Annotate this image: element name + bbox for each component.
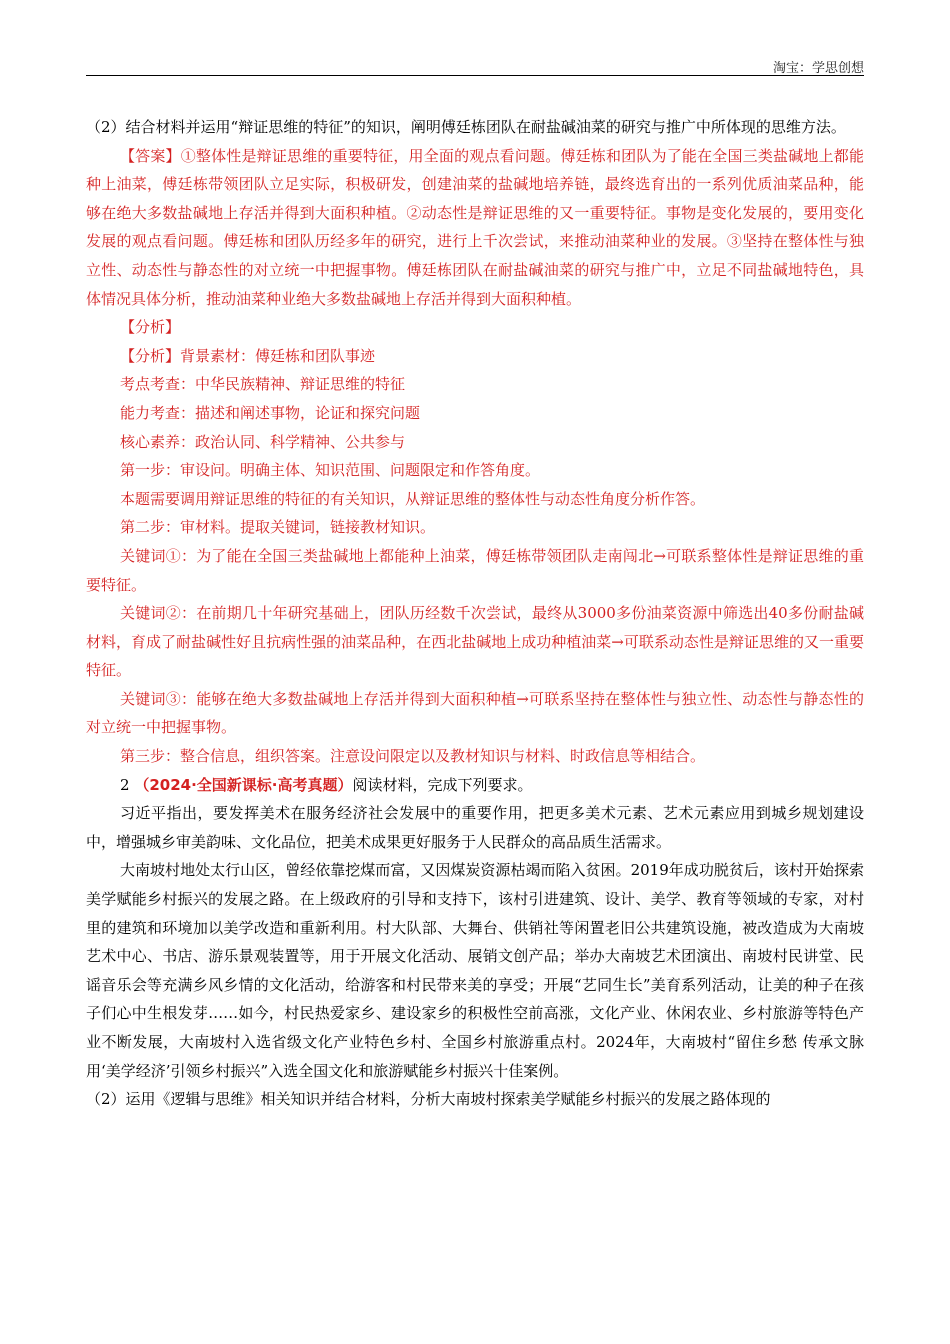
question-number: 2 [120, 775, 130, 794]
answer-block [86, 142, 864, 314]
analysis-step1: 第一步：审设问。明确主体、知识范围、问题限定和作答角度。 [120, 461, 541, 480]
answer-text: ①整体性是辩证思维的重要特征，用全面的观点看问题。傅廷栋和团队为了能在全国三类盐碱地上都能种上油菜，傅廷栋带领团队立足实际，积极研发，创建油菜的盐碱地培养链，最终选育出的一系列优质油菜品种，能够在绝大多数盐碱地上存活并得到大面积种植。②动态性是辩证思维的又一重要特征。事物是变化发展的，要用变化发展的观点看问题。傅廷栋和团队历经多年的研究，进行上千次尝试，来推动油菜种业的发展。③坚持在整体性与独立性、动态性与静态性的对立统一中把握事物。傅廷栋团队在耐盐碱油菜的研究与推广中，立足不同盐碱地特色，具体情况具体分析，推动油菜种业绝大多数盐碱地上存活并得到大面积种植。 [86, 146, 864, 308]
analysis-nengli: 能力考查：描述和阐述事物，论证和探究问题 [120, 403, 421, 422]
answer-label: 【答案】 [120, 146, 181, 165]
analysis-keyword-2: 关键词②：在前期几十年研究基础上，团队历经数千次尝试，最终从3000多份油菜资源中筛选出40多份耐盐碱材料，育成了耐盐碱性好且抗病性强的油菜品种，在西北盐碱地上成功种植油菜→可联系动态性是辩证思维的又一重要特征。 [86, 604, 864, 680]
page-header: 淘宝：学思创想 [772, 61, 864, 76]
question-2-header [86, 771, 864, 800]
material-paragraph-2: 大南坡村地处太行山区，曾经依靠挖煤而富，又因煤炭资源枯竭而陷入贫困。2019年成功脱贫后，该村开始探索美学赋能乡村振兴的发展之路。在上级政府的引导和支持下，该村引进建筑、设计、美学、教育等领域的专家，对村里的建筑和环境加以美学改造和重新利用。村大队部、大舞台、供销社等闲置老旧公共建筑设施，被改造成为大南坡艺术中心、书店、游乐景观装置等，用于开展文化活动、展销文创产品；举办大南坡艺术团演出、南坡村民讲堂、民谣音乐会等充满乡风乡情的文化活动，给游客和村民带来美的享受；开展“艺同生长”美育系列活动，让美的种子在孩子们心中生根发芽……如今，村民热爱家乡、建设家乡的积极性空前高涨，文化产业、休闲农业、乡村旅游等特色产业不断发展，大南坡村入选省级文化产业特色乡村、全国乡村旅游重点村。2024年，大南坡村“留住乡愁 传承文脉 用‘美学经济’引领乡村振兴”入选全国文化和旅游赋能乡村振兴十佳案例。 [86, 861, 864, 1080]
analysis-keyword-3: 关键词③：能够在绝大多数盐碱地上存活并得到大面积种植→可联系坚持在整体性与独立性、动态性与静态性的对立统一中把握事物。 [86, 689, 864, 737]
header-divider [86, 75, 864, 76]
analysis-heading: 【分析】 [120, 318, 181, 337]
question-source: （2024·全国新课标·高考真题） [134, 775, 353, 794]
sub-question-2: （2）运用《逻辑与思维》相关知识并结合材料，分析大南坡村探索美学赋能乡村振兴的发展之路体现的 [86, 1090, 771, 1109]
analysis-step1-detail: 本题需要调用辩证思维的特征的有关知识，从辩证思维的整体性与动态性角度分析作答。 [120, 489, 706, 508]
analysis-suyang: 核心素养：政治认同、科学精神、公共参与 [120, 432, 406, 451]
document-body [86, 113, 864, 1114]
analysis-kaodian: 考点考查：中华民族精神、辩证思维的特征 [120, 375, 406, 394]
material-paragraph-1: 习近平指出，要发挥美术在服务经济社会发展中的重要作用，把更多美术元素、艺术元素应用到城乡规划建设中，增强城乡审美韵味、文化品位，把美术成果更好服务于人民群众的高品质生活需求。 [86, 804, 864, 851]
question-instruction: 阅读材料，完成下列要求。 [352, 775, 533, 794]
analysis-step3: 第三步：整合信息，组织答案。注意设问限定以及教材知识与材料、时政信息等相结合。 [120, 747, 706, 766]
analysis-step2: 第二步：审材料。提取关键词，链接教材知识。 [120, 518, 436, 537]
analysis-background: 【分析】背景素材：傅廷栋和团队事迹 [120, 346, 376, 365]
question-prompt: （2）结合材料并运用“辩证思维的特征”的知识，阐明傅廷栋团队在耐盐碱油菜的研究与推广中所体现的思维方法。 [86, 118, 846, 136]
analysis-keyword-1: 关键词①：为了能在全国三类盐碱地上都能种上油菜，傅廷栋带领团队走南闯北→可联系整体性是辩证思维的重要特征。 [86, 546, 864, 594]
